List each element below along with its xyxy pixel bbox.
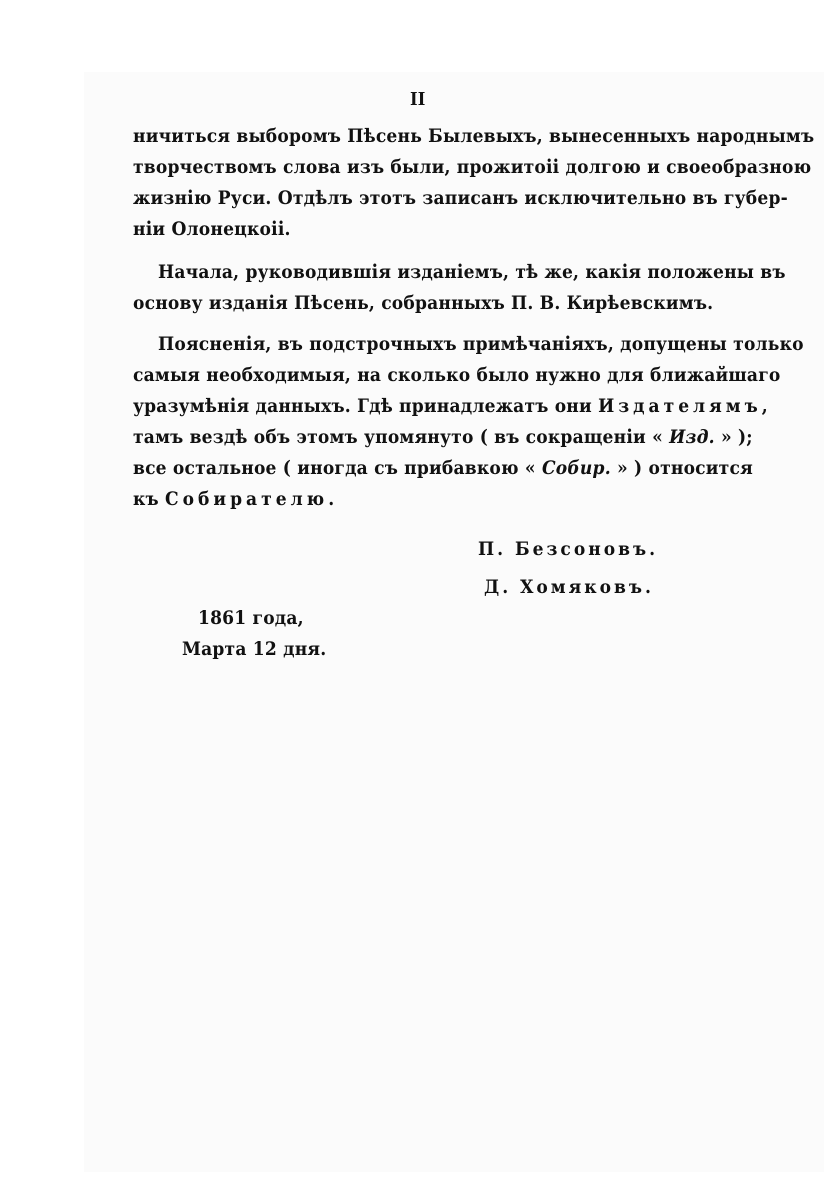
text-run: » ); [714,426,753,448]
text-run: къ [133,488,166,510]
text-line: Поясненія, въ подстрочныхъ примѣчаніяхъ, допущены только [158,333,804,355]
abbreviation-izd: Изд. [669,426,715,448]
spaced-word: Издателямъ, [598,395,772,417]
text-line: самыя необходимыя, на сколько было нужно для ближайшаго [133,364,781,386]
text-run: тамъ вездѣ объ этомъ упомянуто ( въ сокращеніи « [133,426,670,448]
date-day: Марта 12 дня. [182,638,327,660]
page-number: II [410,89,426,110]
text-line [133,454,753,482]
text-run: уразумѣнія данныхъ. Гдѣ принадлежатъ они [133,395,599,417]
text-run: все остальное ( иногда съ прибавкою « [133,457,542,479]
text-line: жизнію Руси. Отдѣлъ этотъ записанъ исключительно въ губер- [133,187,788,209]
text-line [133,423,753,451]
text-line: творчествомъ слова изъ были, прожитоiі долгою и своеобразною [133,156,812,178]
text-line [133,392,772,420]
signature-khomyakov: Д. Хомяковъ. [484,576,654,598]
abbreviation-sobir: Собир. [541,457,611,479]
text-run: » ) относится [610,457,753,479]
text-line: Начала, руководившія изданіемъ, тѣ же, какія положены въ [158,261,786,283]
spaced-word: Собирателю. [165,488,339,510]
text-line: ніи Олонецкоiі. [133,218,291,240]
text-line: ничиться выборомъ Пѣсень Былевыхъ, вынесенныхъ народнымъ [133,125,815,147]
date-year: 1861 года, [198,607,304,629]
signature-bezsonov: П. Безсоновъ. [478,538,659,560]
text-line: основу изданія Пѣсень, собранныхъ П. В. Кирѣевскимъ. [133,292,714,314]
text-line [133,485,338,513]
